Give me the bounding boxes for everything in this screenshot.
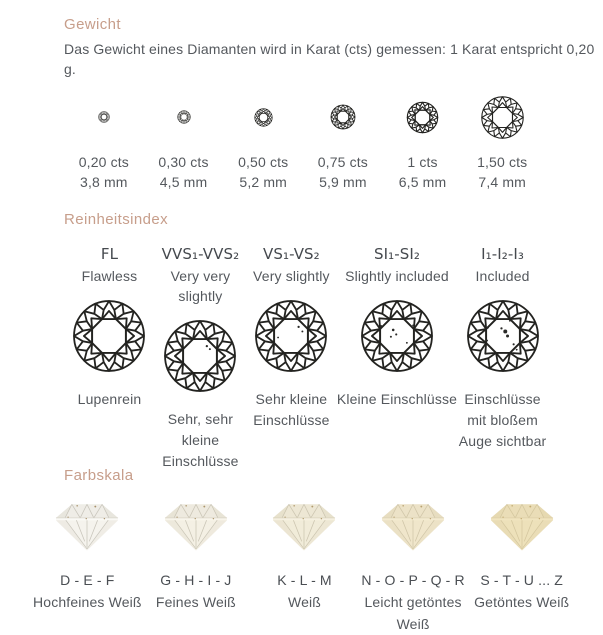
weight-item [144,91,224,193]
color-scale-item [359,499,468,635]
diameter-label: 6,5 mm [398,174,447,191]
clarity-grade-label: SI₁-SI₂ [373,245,420,264]
color-label-de: Leicht getöntes Weiß [364,594,462,633]
weight-item [64,91,144,193]
clarity-grade-en: Very slightly [253,268,330,285]
clarity-grade-en: Included [475,268,530,285]
diamond-top-view-icon [98,111,110,123]
diamond-side-view-icon [49,499,125,555]
diamond-top-view-clarity-icon [465,298,541,374]
weight-section [64,14,603,193]
carat-label: 1,50 cts [477,154,528,171]
clarity-item [457,230,548,453]
diamond-side-view-icon [484,499,560,555]
color-scale-item [33,499,142,635]
carat-label: 0,20 cts [78,154,129,171]
diameter-label: 5,2 mm [239,174,287,191]
color-label-de: Weiß [287,594,321,611]
diamond-top-view-clarity-icon [162,318,238,394]
color-grades-label: S - T - U ... Z [480,572,563,589]
diamond-top-view-clarity-icon [359,298,435,374]
color-scale-row [33,499,576,635]
clarity-grade-label: VS₁-VS₂ [262,245,320,264]
color-scale-heading: Farbskala [64,467,134,485]
clarity-grade-de: Kleine Einschlüsse [336,391,458,408]
weight-diamond-row [64,91,542,193]
carat-label: 1 cts [407,154,438,171]
diameter-label: 4,5 mm [159,174,208,191]
color-label-de: Hochfeines Weiß [33,594,142,611]
diamond-top-view-icon [254,108,273,127]
clarity-grade-en: Flawless [81,268,138,285]
weight-item [303,91,383,193]
weight-item [383,91,463,193]
color-label-de: Feines Weiß [155,594,236,611]
clarity-item [246,230,337,453]
diamond-top-view-icon [330,104,356,130]
weight-item [462,91,542,193]
diamond-top-view-icon [177,110,191,124]
diamond-top-view-icon [406,101,439,134]
color-scale-item [250,499,359,635]
color-label-de: Getöntes Weiß [474,594,570,611]
weight-description: Das Gewicht eines Diamanten wird in Karat (cts) gemessen: 1 Karat entspricht 0,20 g. [64,41,595,77]
color-scale-item [467,499,576,635]
diameter-label: 5,9 mm [319,174,367,191]
color-grades-label: D - E - F [60,572,115,589]
carat-label: 0,30 cts [158,154,209,171]
diamond-side-view-icon [266,499,342,555]
clarity-item [337,230,457,453]
color-scale-item [142,499,251,635]
color-grades-label: G - H - I - J [160,572,232,589]
weight-section-heading: Gewicht [64,16,121,33]
clarity-row [64,230,548,470]
clarity-grade-de: Lupenrein [77,391,142,408]
color-grades-label: N - O - P - Q - R [361,572,465,589]
clarity-grade-label: I₁-I₂-I₃ [481,245,525,264]
diameter-label: 3,8 mm [80,174,128,191]
clarity-item [155,230,246,470]
carat-label: 0,75 cts [317,154,368,171]
weight-item [223,91,303,193]
diamond-side-view-icon [158,499,234,555]
clarity-grade-label: FL [100,245,119,264]
clarity-section-heading: Reinheitsindex [64,211,168,229]
clarity-grade-en: Very very slightly [170,268,231,305]
clarity-grade-de: Sehr, sehr kleine Einschlüsse [162,411,239,470]
clarity-section [64,209,603,470]
clarity-grade-en: Slightly included [345,268,449,285]
clarity-grade-de: Sehr kleine Einschlüsse [253,391,330,429]
clarity-grade-label: VVS₁-VVS₂ [161,245,240,264]
clarity-item [64,230,155,453]
diamond-top-view-clarity-icon [71,298,147,374]
diamond-side-view-icon [375,499,451,555]
color-grades-label: K - L - M [277,572,332,589]
carat-label: 0,50 cts [238,154,289,171]
diamond-top-view-clarity-icon [253,298,329,374]
color-scale-section [33,465,603,635]
clarity-grade-de: Einschlüsse mit bloßem Auge sichtbar [458,391,547,450]
diamond-top-view-icon [480,95,525,140]
diameter-label: 7,4 mm [478,174,526,191]
